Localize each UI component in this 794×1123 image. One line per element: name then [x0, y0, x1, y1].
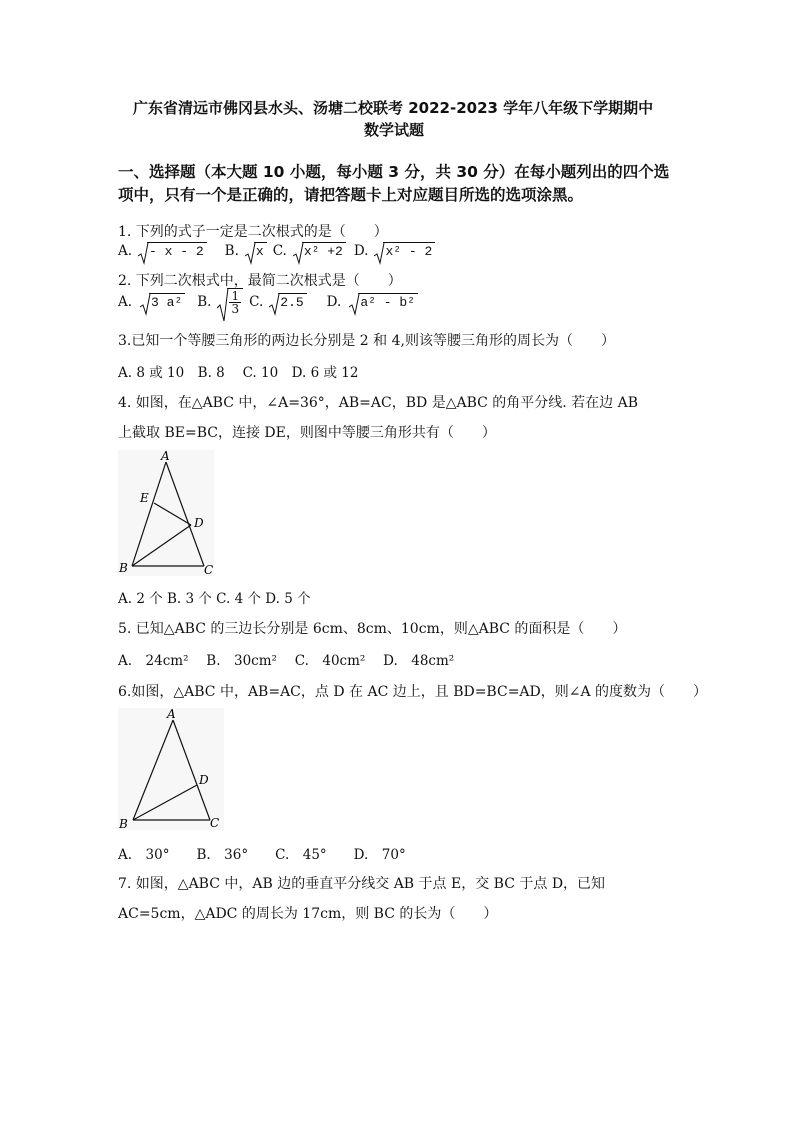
figure-label-c: C — [210, 816, 220, 830]
figure-label-c: C — [204, 563, 214, 577]
radical-sign-icon — [138, 243, 149, 265]
q2-option-c-radicand: 2.5 — [278, 293, 306, 310]
question-6-stem: 6.如图，△ABC 中，AB=AC，点 D 在 AC 边上，且 BD=BC=AD，则∠A 的度数为（ ） — [118, 684, 708, 700]
section-heading-line2: 项中，只有一个是正确的，请把答题卡上对应题目所选的选项涂黑。 — [118, 186, 584, 204]
q1-option-b-radical — [245, 243, 267, 259]
q1-option-d-radical — [374, 243, 435, 259]
figure-label-d: D — [194, 516, 204, 530]
q2-option-a-radical — [140, 294, 185, 310]
q1-option-a-radical — [138, 243, 207, 259]
q2-option-a-label: A. — [118, 294, 133, 310]
q2-option-b-label: B. — [197, 294, 212, 310]
radical-sign-icon — [269, 294, 280, 316]
question-4-options: A. 2 个 B. 3 个 C. 4 个 D. 5 个 — [118, 591, 311, 607]
radical-sign-icon — [374, 243, 385, 265]
fraction-denominator: 3 — [231, 302, 240, 316]
q2-option-c-radical — [269, 294, 306, 310]
q2-option-d-radical — [349, 294, 418, 310]
fraction-numerator: 1 — [231, 289, 240, 303]
figure-label-b: B — [119, 561, 128, 575]
question-7-stem-line2: AC=5cm，△ADC 的周长为 17cm，则 BC 的长为（ ） — [118, 906, 498, 922]
question-4-stem-line1: 4. 如图，在△ABC 中，∠A=36°，AB=AC，BD 是△ABC 的角平分线. 若在边 AB — [118, 395, 639, 411]
figure-label-e: E — [140, 491, 149, 505]
q2-option-d-label: D. — [326, 294, 342, 310]
q2-option-b-radical — [217, 288, 243, 315]
question-6-options: A. 30° B. 36° C. 45° D. 70° — [118, 847, 406, 863]
radical-sign-icon — [349, 294, 360, 316]
q2-option-c-label: C. — [249, 294, 264, 310]
q1-option-a-radicand: - x - 2 — [147, 242, 207, 259]
figure-background — [118, 450, 214, 576]
question-4-figure — [116, 448, 216, 578]
page-title-line1: 广东省清远市佛冈县水头、汤塘二校联考 2022-2023 学年八年级下学期期中 — [133, 99, 654, 117]
q1-option-c-radical — [293, 243, 346, 259]
q1-option-c-radicand: x² +2 — [302, 242, 346, 259]
question-3-options: A. 8 或 10 B. 8 C. 10 D. 6 或 12 — [118, 365, 359, 381]
question-1-options — [118, 243, 439, 259]
q1-option-c-label: C. — [272, 243, 287, 259]
figure-label-a: A — [167, 707, 176, 721]
question-5-options: A. 24cm² B. 30cm² C. 40cm² D. 48cm² — [118, 653, 455, 669]
page-title-line2: 数学试题 — [364, 121, 425, 139]
q1-option-b-label: B. — [224, 243, 239, 259]
radical-sign-icon — [217, 288, 229, 322]
figure-label-d: D — [199, 773, 209, 787]
question-2-stem: 2. 下列二次根式中，最简二次根式是（ ） — [118, 273, 402, 289]
q1-option-b-radicand: x — [254, 242, 267, 259]
figure-label-a: A — [161, 449, 170, 463]
question-7-stem-line1: 7. 如图，△ABC 中，AB 边的垂直平分线交 AB 于点 E，交 BC 于点 D，已知 — [118, 876, 606, 892]
figure-label-b: B — [119, 817, 128, 831]
radical-sign-icon — [293, 243, 304, 265]
radical-sign-icon — [140, 294, 151, 316]
q2-option-b-fraction — [227, 288, 243, 315]
section-heading-line1: 一、选择题（本大题 10 小题，每小题 3 分，共 30 分）在每小题列出的四个选 — [118, 163, 670, 181]
q2-option-a-radicand: 3 a² — [149, 293, 185, 310]
question-2-options — [118, 289, 422, 316]
question-5-stem: 5. 已知△ABC 的三边长分别是 6cm、8cm、10cm，则△ABC 的面积是（ ） — [118, 621, 627, 637]
question-6-figure — [116, 706, 226, 832]
question-1-stem: 1. 下列的式子一定是二次根式的是（ ） — [118, 224, 388, 240]
question-3-stem: 3.已知一个等腰三角形的两边长分别是 2 和 4,则该等腰三角形的周长为（ ） — [118, 333, 615, 349]
q1-option-a-label: A. — [118, 243, 133, 259]
radical-sign-icon — [245, 243, 256, 265]
q2-option-d-radicand: a² - b² — [358, 293, 418, 310]
q1-option-d-label: D. — [353, 243, 369, 259]
q1-option-d-radicand: x² - 2 — [383, 242, 435, 259]
question-4-stem-line2: 上截取 BE=BC，连接 DE，则图中等腰三角形共有（ ） — [118, 425, 496, 441]
